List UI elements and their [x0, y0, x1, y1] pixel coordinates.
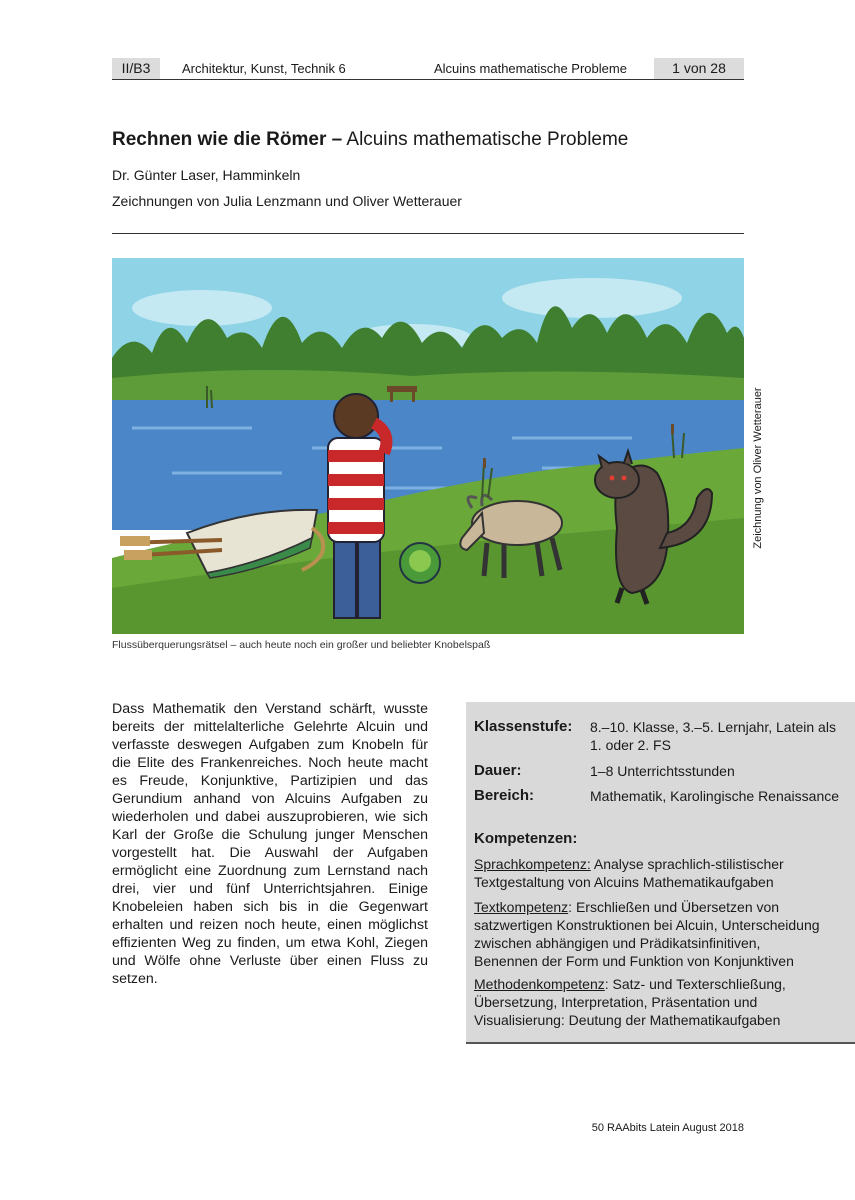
info-box [466, 702, 855, 1044]
drawings-credit-line: Zeichnungen von Julia Lenzmann und Oliver Wetterauer [112, 193, 462, 209]
bereich-label: Bereich: [474, 787, 535, 804]
image-caption: Flussüberquerungsrätsel – auch heute noch ein großer und beliebter Knobelspaß [112, 639, 491, 651]
author-line: Dr. Günter Laser, Hamminkeln [112, 167, 301, 183]
title-bold: Rechnen wie die Römer – [112, 129, 343, 150]
klassenstufe-value: 8.–10. Klasse, 3.–5. Lernjahr, Latein als 1. oder 2. FS [590, 719, 836, 753]
textkompetenz [474, 898, 824, 970]
page-number: 1 von 28 [654, 58, 744, 79]
dauer-label: Dauer: [474, 762, 522, 779]
klassenstufe-label: Klassenstufe: [474, 718, 573, 735]
textkompetenz-label: Textkompetenz [474, 899, 569, 915]
title-divider [112, 233, 744, 234]
sprachkompetenz [474, 855, 824, 891]
section-code: II/B3 [112, 58, 160, 79]
methodenkompetenz-label: Methodenkompetenz [474, 976, 605, 992]
page-title [112, 128, 628, 152]
methodenkompetenz [474, 975, 824, 1029]
header-divider [112, 79, 744, 80]
topic-name: Alcuins mathematische Probleme [434, 61, 627, 76]
kompetenzen-heading: Kompetenzen: [474, 830, 578, 847]
sprachkompetenz-label: Sprachkompetenz: [474, 856, 591, 872]
page-footer: 50 RAAbits Latein August 2018 [591, 1122, 744, 1134]
methodenkompetenz-text: : Satz- und Texterschließung, Übersetzung, Interpretation, Präsentation und Visualisierung: Deutung der Mathematikaufgaben [474, 976, 786, 1028]
bereich-value: Mathematik, Karolingische Renaissance [590, 788, 840, 804]
title-rest: Alcuins mathematische Probleme [342, 129, 629, 150]
page-header [112, 58, 744, 80]
boy [328, 394, 386, 618]
dauer-value: 1–8 Unterrichtsstunden [590, 763, 735, 779]
intro-paragraph: Dass Mathematik den Verstand schärft, wusste bereits der mittelalterliche Gelehrte Alcuin und verfasste deswegen Aufgaben zum Knobeln für die Elite des Frankenreiches. Noch heute macht es Freude, Konjunktive, Partizipien und das Gerundium anhand von Alcuins Aufgaben zu wiederholen und dabei auszuprobieren, wie sich Karl der Große die Schulung junger Menschen vorgestellt hat. Die Auswahl der Aufgaben ermöglicht eine Zuordnung zum Lernstand nach drei, vier und fünf Unterrichtsjahren. Einige Knobeleien haben sich bis in die Gegenwart erhalten und reizen noch heute, einen möglichst effizienten Weg zu finden, um etwa Kohl, Ziegen und Wölfe ohne Verluste über einen Fluss zu setzen. [112, 701, 428, 987]
series-name: Architektur, Kunst, Technik 6 [182, 61, 346, 76]
cabbage [400, 543, 440, 583]
river-crossing-illustration [112, 258, 744, 634]
textkompetenz-text: : Erschließen und Übersetzen von satzwertigen Konstruktionen bei Alcuin, Unterscheidung zwischen abhängigen und Prädikatsinfinitiven, Benennen der Form und Funktion von Konjunktiven [474, 899, 820, 969]
sprachkompetenz-text: Analyse sprachlich-stilistischer Textgestaltung von Alcuins Mathematikaufgaben [474, 856, 784, 890]
